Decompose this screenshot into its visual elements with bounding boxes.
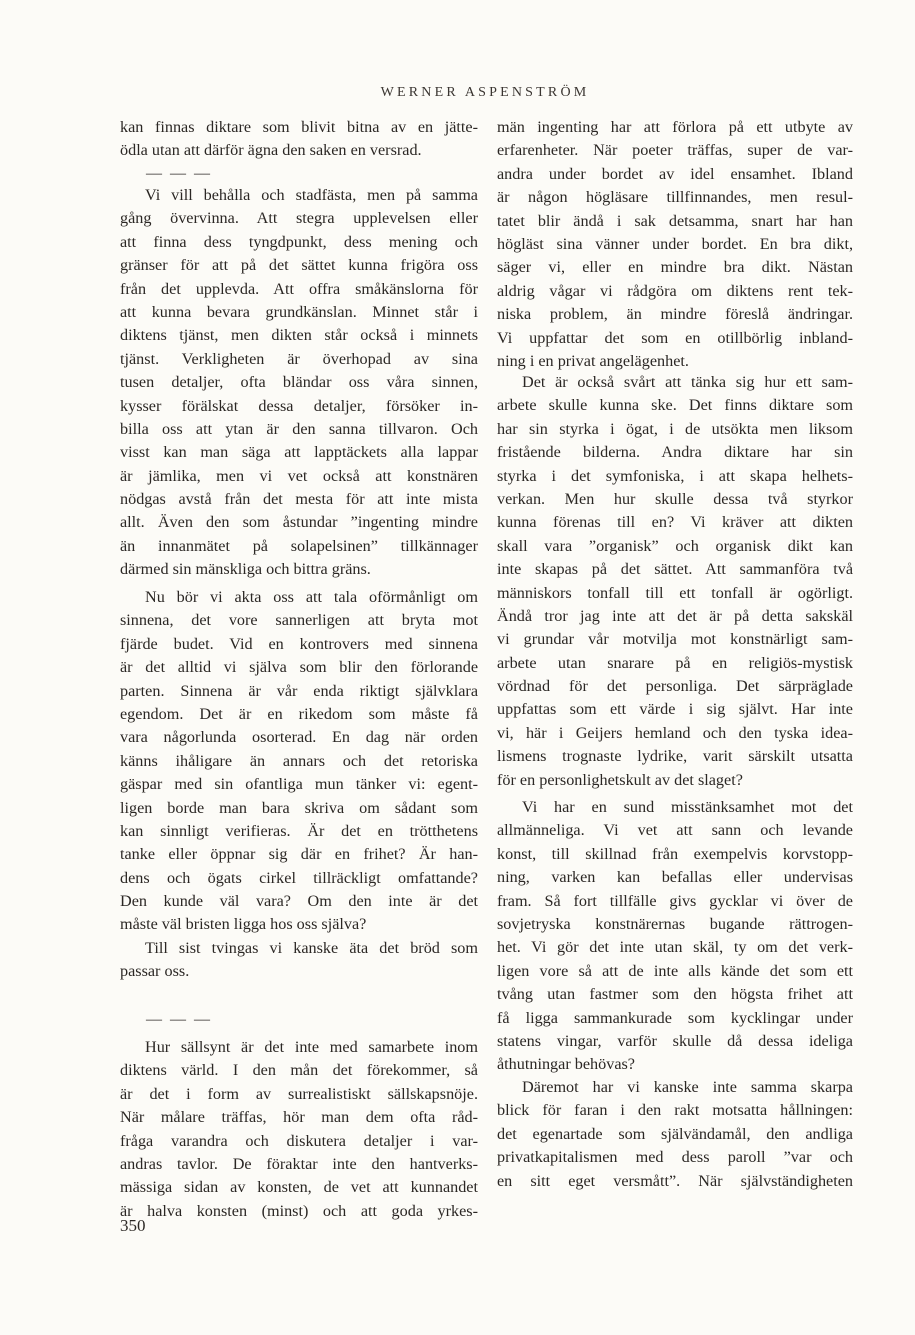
- section-separator: — — —: [146, 1011, 212, 1028]
- text-line: kunna förenas till en? Vi kräver att dikten: [497, 513, 853, 532]
- text-line: högläst sina vänner under bordet. En bra dikt,: [497, 234, 853, 253]
- text-line: en sitt eget versmått”. När självständigheten: [497, 1171, 853, 1190]
- text-line: har sin styrka i ögat, i de utsökta men liksom: [497, 419, 853, 438]
- paragraph: [120, 586, 478, 937]
- text-line: vördnad för det personliga. Det särpräglade: [497, 677, 853, 696]
- text-line: är någon högläsare tillfinnandes, men resul-: [497, 188, 853, 207]
- text-line: arbete skulle kunna ske. Det finns diktare som: [497, 396, 853, 415]
- text-line: män ingenting har att förlora på ett utbyte av: [497, 118, 853, 136]
- text-line: skall vara ”organisk” och organisk dikt kan: [497, 536, 853, 555]
- text-line: Hur sällsynt är det inte med samarbete inom: [145, 1038, 478, 1056]
- text-line: Till sist tvingas vi kanske äta det bröd som: [145, 939, 478, 957]
- text-line: fristående bilderna. Andra diktare har sin: [497, 443, 853, 462]
- text-line: ligen vore så att de inte alls kände det som ett: [497, 961, 853, 980]
- text-line: visst kan man säga att lapptäckets alla lappar: [120, 443, 478, 462]
- text-line: känns ihåligare än annars och det retoriska: [120, 751, 478, 770]
- text-line: tanke eller öppnar sig där en frihet? Är han-: [120, 845, 478, 864]
- text-line: ning i en privat angelägenhet.: [497, 351, 689, 370]
- text-line: fråga varandra och diskutera detaljer i var-: [120, 1131, 478, 1150]
- text-line: vi grundar vår motvilja mot konstnärligt sam-: [497, 630, 853, 649]
- text-line: ligen borde man bara skriva om sådant som: [120, 798, 478, 817]
- paragraph: [497, 371, 853, 792]
- text-line: styrka i det symfoniska, i att skapa helhets-: [497, 466, 853, 485]
- text-line: allmänneliga. Vi vet att sann och levande: [497, 821, 853, 840]
- text-line: sovjetryska konstnärernas bugande rättrogen-: [497, 914, 853, 933]
- text-line: fjärde budet. Vid en kontrovers med sinnena: [120, 634, 478, 653]
- text-line: tvång utan fastmer som den högsta frihet att: [497, 985, 853, 1004]
- text-line: är halva konsten (minst) och att goda yrkes-: [120, 1201, 478, 1220]
- text-line: säger vi, eller en mindre bra dikt. Nästan: [497, 258, 853, 277]
- text-line: åthutningar behövas?: [497, 1055, 635, 1074]
- text-line: Vi vill behålla och stadfästa, men på samma: [145, 186, 478, 204]
- text-line: än innanmätet på solapelsinen” tillkännager: [120, 536, 478, 555]
- text-line: för en personlighetskult av det slaget?: [497, 770, 743, 789]
- text-line: När målare träffas, hör man dem ofta råd-: [120, 1108, 478, 1127]
- text-line: kan finnas diktare som blivit bitna av en jätte-: [120, 118, 478, 136]
- text-line: att kunna bevara grundkänslan. Minnet står i: [120, 302, 478, 321]
- text-line: erfarenheter. När poeter träffas, super de var-: [497, 141, 853, 160]
- text-line: människors tonfall till ett tonfall är ogörligt.: [497, 583, 853, 602]
- text-line: Vi uppfattar det som en otillbörlig inbland-: [497, 328, 853, 347]
- section-separator: — — —: [146, 165, 212, 182]
- paragraph: [120, 937, 478, 984]
- text-line: Nu bör vi akta oss att tala oförmånligt om: [145, 588, 478, 606]
- text-line: konst, till skillnad från exempelvis korvstopp-: [497, 844, 853, 863]
- text-line: gränser för att på det sättet kunna frigöra oss: [120, 256, 478, 275]
- text-line: tjänst. Verkligheten är överhopad av sina: [120, 349, 478, 368]
- text-line: är jämlika, men vi vet också att konstnären: [120, 466, 478, 485]
- text-line: därmed sin mänskliga och bittra gräns.: [120, 560, 371, 579]
- text-line: Vi har en sund misstänksamhet mot det: [522, 798, 853, 816]
- text-line: inte skapas på det sättet. Att sammanföra två: [497, 560, 853, 579]
- text-line: sinnena, det vore sannerligen att bryta mot: [120, 611, 478, 630]
- paragraph: [120, 1036, 478, 1223]
- text-line: allt. Även den som åstundar ”ingenting mindre: [120, 513, 478, 532]
- text-line: från det upplevda. Att offra småkänslorna för: [120, 279, 478, 298]
- paragraph-continuation: [497, 116, 853, 373]
- text-line: aldrig vågar vi rådgöra om diktens rent tek-: [497, 281, 853, 300]
- text-line: tatet blir ändå i sak detsamma, snart har han: [497, 211, 853, 230]
- text-line: lismens trognaste lydrike, varit särskilt utsatta: [497, 747, 853, 766]
- text-line: kysser förälskat dessa detaljer, försöker in-: [120, 396, 478, 415]
- text-line: gäspar med sin ofantliga mun tänker vi: egent-: [120, 775, 478, 794]
- text-line: Det är också svårt att tänka sig hur ett sam-: [522, 373, 853, 391]
- text-line: mässiga sidan av konsten, de vet att kunnandet: [120, 1178, 478, 1197]
- text-line: niska problem, än mindre föreslå ändringar.: [497, 305, 853, 324]
- running-header: WERNER ASPENSTRÖM: [380, 85, 590, 100]
- paragraph: [497, 1076, 853, 1193]
- text-line: Däremot har vi kanske inte samma skarpa: [522, 1078, 853, 1096]
- text-line: gång övervinna. Att stegra upplevelsen eller: [120, 209, 478, 228]
- text-line: het. Vi gör det inte utan skäl, ty om det verk-: [497, 938, 853, 957]
- paragraph-continuation: [120, 116, 478, 163]
- text-line: vara någorlunda osorterad. En dag när orden: [120, 728, 478, 747]
- text-line: uppfattas som ett värde i sig självt. Har inte: [497, 700, 853, 719]
- text-line: privatkapitalismen med dess paroll ”var och: [497, 1148, 853, 1167]
- page-number: 350: [120, 1216, 146, 1235]
- text-line: ning, varken kan befallas eller undervisas: [497, 868, 853, 887]
- text-line: statens vingar, varför skulle då dessa ideliga: [497, 1031, 853, 1050]
- text-line: diktens värld. I den mån det förekommer, så: [120, 1061, 478, 1080]
- text-line: nödgas avstå från det mesta för att inte mista: [120, 490, 478, 509]
- text-line: är det alltid vi själva som blir den förlorande: [120, 658, 478, 677]
- text-line: parten. Sinnena är vår enda riktigt självklara: [120, 681, 478, 700]
- text-line: Den kunde väl vara? Om den inte är det: [120, 892, 478, 911]
- text-line: andra under bordet av idel ensamhet. Ibland: [497, 164, 853, 183]
- text-line: ödla utan att därför ägna den saken en versrad.: [120, 141, 422, 160]
- text-line: det egenartade som självändamål, den andliga: [497, 1124, 853, 1143]
- text-line: tusen detaljer, ofta bländar oss våra sinnen,: [120, 373, 478, 392]
- text-line: att finna dess tyngdpunkt, dess mening och: [120, 232, 478, 251]
- text-line: andras tavlor. De föraktar inte den hantverks-: [120, 1154, 478, 1173]
- text-line: är det i form av surrealistiskt sällskapsnöje.: [120, 1084, 478, 1103]
- paragraph: [497, 796, 853, 1077]
- text-line: dens och ögats cirkel tillräckligt omfattande?: [120, 868, 478, 887]
- paragraph: [120, 184, 478, 582]
- text-line: få ligga sammankurade som kycklingar under: [497, 1008, 853, 1027]
- text-line: billa oss att ytan är den sanna tillvaron. Och: [120, 419, 478, 438]
- text-line: vi, här i Geijers hemland och den tyska idea-: [497, 723, 853, 742]
- text-line: Ändå tror jag inte att det är på detta sakskäl: [497, 606, 853, 625]
- text-line: verkan. Men hur skulle dessa två styrkor: [497, 489, 853, 508]
- text-line: kan sinnligt verifieras. Är det en trötthetens: [120, 821, 478, 840]
- text-line: fram. Så fort tillfälle givs gycklar vi över de: [497, 891, 853, 910]
- text-line: passar oss.: [120, 962, 190, 981]
- text-line: egendom. Det är en rikedom som måste få: [120, 704, 478, 723]
- text-line: arbete utan snarare på en religiös-mystisk: [497, 653, 853, 672]
- text-line: diktens tjänst, men dikten står också i minnets: [120, 326, 478, 345]
- text-line: måste väl bristen ligga hos oss själva?: [120, 915, 367, 934]
- text-line: blick för faran i den rakt motsatta hållningen:: [497, 1101, 853, 1120]
